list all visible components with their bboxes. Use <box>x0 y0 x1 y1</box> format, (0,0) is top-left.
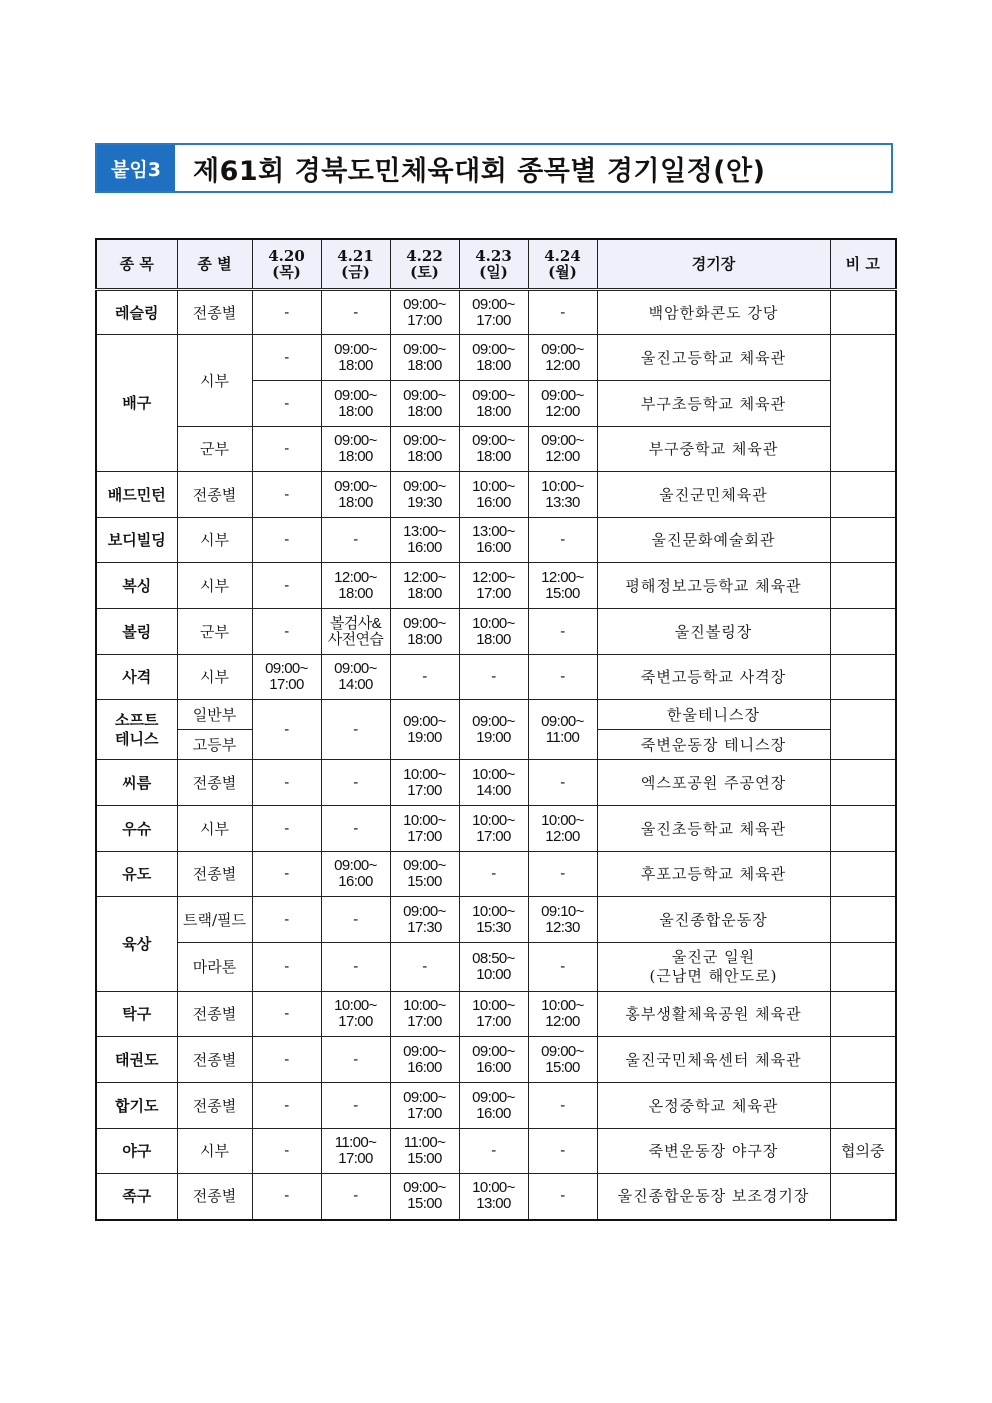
sport-cell: 태권도 <box>96 1037 177 1083</box>
header-date: 4.20 (목) <box>252 239 321 290</box>
time-cell: - <box>252 1129 321 1174</box>
sport-cell: 합기도 <box>96 1083 177 1129</box>
venue-cell: 엑스포공원 주공연장 <box>597 760 830 806</box>
time-cell: 11:00~ 15:00 <box>390 1129 459 1174</box>
time-cell: - <box>459 655 528 700</box>
note-cell <box>830 1037 896 1083</box>
time-cell: - <box>321 518 390 563</box>
venue-cell: 울진고등학교 체육관 <box>597 335 830 381</box>
table-row <box>96 290 896 335</box>
category-cell: 군부 <box>177 609 252 655</box>
time-cell: 11:00~ 17:00 <box>321 1129 390 1174</box>
table-row <box>96 518 896 563</box>
time-cell: - <box>252 609 321 655</box>
venue-cell: 울진종합운동장 <box>597 897 830 943</box>
category-cell: 전종별 <box>177 852 252 897</box>
time-cell: - <box>321 943 390 992</box>
time-cell: - <box>321 290 390 335</box>
time-cell: 09:00~ 18:00 <box>390 609 459 655</box>
table-row <box>96 1129 896 1174</box>
venue-cell: 죽변운동장 야구장 <box>597 1129 830 1174</box>
note-cell <box>830 472 896 518</box>
time-cell: - <box>321 1083 390 1129</box>
time-cell: 09:10~ 12:30 <box>528 897 597 943</box>
time-cell: - <box>252 1037 321 1083</box>
venue-cell: 울진군민체육관 <box>597 472 830 518</box>
note-cell <box>830 563 896 609</box>
time-cell: 10:00~ 13:30 <box>528 472 597 518</box>
venue-cell: 백암한화콘도 강당 <box>597 290 830 335</box>
sport-cell: 레슬링 <box>96 290 177 335</box>
time-cell: - <box>390 943 459 992</box>
sport-cell: 씨름 <box>96 760 177 806</box>
category-cell: 시부 <box>177 806 252 852</box>
time-cell: - <box>252 852 321 897</box>
time-cell: 09:00~ 19:00 <box>459 700 528 760</box>
time-cell: 09:00~ 17:00 <box>459 290 528 335</box>
time-cell: 09:00~ 18:00 <box>390 427 459 472</box>
category-cell: 전종별 <box>177 1174 252 1220</box>
table-row <box>96 1083 896 1129</box>
time-cell: 10:00~ 17:00 <box>321 992 390 1037</box>
page-title: 제61회 경북도민체육대회 종목별 경기일정(안) <box>193 155 766 187</box>
note-cell <box>830 852 896 897</box>
time-cell: 12:00~ 18:00 <box>390 563 459 609</box>
category-cell: 시부 <box>177 563 252 609</box>
time-cell: - <box>528 852 597 897</box>
sport-cell: 복싱 <box>96 563 177 609</box>
time-cell: 13:00~ 16:00 <box>459 518 528 563</box>
attachment-tag: 붙임3 <box>97 145 179 191</box>
time-cell: - <box>252 427 321 472</box>
note-cell <box>830 1083 896 1129</box>
note-cell <box>830 335 896 472</box>
time-cell: 10:00~ 13:00 <box>459 1174 528 1220</box>
venue-cell: 울진국민체육센터 체육관 <box>597 1037 830 1083</box>
time-cell: 09:00~ 19:30 <box>390 472 459 518</box>
venue-cell: 후포고등학교 체육관 <box>597 852 830 897</box>
time-cell: 09:00~ 16:00 <box>390 1037 459 1083</box>
table-row <box>96 609 896 655</box>
note-cell <box>830 806 896 852</box>
category-cell: 전종별 <box>177 760 252 806</box>
note-cell <box>830 1174 896 1220</box>
sport-label: 소프트 테니스 <box>115 710 159 748</box>
category-cell: 트랙/필드 <box>177 897 252 943</box>
time-cell: 09:00~ 17:30 <box>390 897 459 943</box>
time-cell: 12:00~ 15:00 <box>528 563 597 609</box>
table-row <box>96 427 896 472</box>
table-row <box>96 472 896 518</box>
category-cell: 전종별 <box>177 1083 252 1129</box>
table-row <box>96 1174 896 1220</box>
category-cell: 일반부 <box>177 700 252 730</box>
time-cell: - <box>321 1174 390 1220</box>
time-cell: 09:00~ 15:00 <box>390 852 459 897</box>
sport-cell: 유도 <box>96 852 177 897</box>
sport-cell: 보디빌딩 <box>96 518 177 563</box>
sport-cell: 우슈 <box>96 806 177 852</box>
time-cell: - <box>252 1083 321 1129</box>
header-sport: 종 목 <box>96 239 177 290</box>
table-row <box>96 1037 896 1083</box>
schedule-table <box>95 238 897 1221</box>
note-cell <box>830 992 896 1037</box>
time-cell: 09:00~ 16:00 <box>459 1037 528 1083</box>
header-date: 4.24 (월) <box>528 239 597 290</box>
sport-cell: 족구 <box>96 1174 177 1220</box>
time-cell: 09:00~ 18:00 <box>459 335 528 381</box>
time-cell: - <box>390 655 459 700</box>
category-cell: 전종별 <box>177 472 252 518</box>
venue-cell: 평해정보고등학교 체육관 <box>597 563 830 609</box>
time-cell: - <box>252 518 321 563</box>
table-row <box>96 700 896 730</box>
category-cell: 전종별 <box>177 1037 252 1083</box>
venue-cell: 죽변운동장 테니스장 <box>597 730 830 760</box>
time-cell: 09:00~ 12:00 <box>528 427 597 472</box>
time-cell: 10:00~ 17:00 <box>390 992 459 1037</box>
header-row <box>96 239 896 290</box>
table-row <box>96 655 896 700</box>
time-cell: - <box>459 1129 528 1174</box>
time-cell: 볼검사& 사전연습 <box>321 609 390 655</box>
note-cell <box>830 655 896 700</box>
time-cell: 09:00~ 18:00 <box>321 427 390 472</box>
category-cell: 시부 <box>177 335 252 427</box>
sport-cell: 사격 <box>96 655 177 700</box>
header-date: 4.23 (일) <box>459 239 528 290</box>
time-cell: - <box>252 381 321 427</box>
note-cell <box>830 290 896 335</box>
table-row <box>96 852 896 897</box>
sport-cell: 야구 <box>96 1129 177 1174</box>
time-cell: 08:50~ 10:00 <box>459 943 528 992</box>
time-cell: 09:00~ 14:00 <box>321 655 390 700</box>
time-cell: 09:00~ 15:00 <box>390 1174 459 1220</box>
header-venue: 경기장 <box>597 239 830 290</box>
time-cell: 10:00~ 12:00 <box>528 806 597 852</box>
category-cell: 시부 <box>177 518 252 563</box>
time-cell: 09:00~ 16:00 <box>459 1083 528 1129</box>
time-cell: 10:00~ 14:00 <box>459 760 528 806</box>
time-cell: - <box>321 806 390 852</box>
time-cell: 12:00~ 18:00 <box>321 563 390 609</box>
table-row <box>96 992 896 1037</box>
sport-cell: 육상 <box>96 897 177 992</box>
category-cell: 전종별 <box>177 992 252 1037</box>
time-cell: 09:00~ 16:00 <box>321 852 390 897</box>
header-note: 비 고 <box>830 239 896 290</box>
venue-cell: 부구중학교 체육관 <box>597 427 830 472</box>
category-cell: 전종별 <box>177 290 252 335</box>
time-cell: - <box>252 563 321 609</box>
table-row <box>96 943 896 992</box>
time-cell: - <box>252 700 321 760</box>
time-cell: - <box>528 1129 597 1174</box>
time-cell: - <box>528 655 597 700</box>
title-box <box>95 143 893 193</box>
table-row <box>96 897 896 943</box>
time-cell: 09:00~ 18:00 <box>459 427 528 472</box>
time-cell: - <box>252 335 321 381</box>
time-cell: 09:00~ 17:00 <box>390 1083 459 1129</box>
time-cell: 10:00~ 17:00 <box>390 760 459 806</box>
time-cell: - <box>321 760 390 806</box>
time-cell: 10:00~ 16:00 <box>459 472 528 518</box>
time-cell: 09:00~ 18:00 <box>321 381 390 427</box>
time-cell: 09:00~ 11:00 <box>528 700 597 760</box>
time-cell: 09:00~ 18:00 <box>321 335 390 381</box>
time-cell: - <box>528 518 597 563</box>
note-cell <box>830 700 896 760</box>
time-cell: 10:00~ 17:00 <box>459 992 528 1037</box>
venue-cell: 울진군 일원 (근남면 해안도로) <box>597 943 830 992</box>
time-cell: 09:00~ 19:00 <box>390 700 459 760</box>
time-cell: 09:00~ 17:00 <box>390 290 459 335</box>
time-cell: 10:00~ 17:00 <box>459 806 528 852</box>
time-cell: - <box>252 760 321 806</box>
time-cell: 10:00~ 12:00 <box>528 992 597 1037</box>
sport-cell: 배구 <box>96 335 177 472</box>
table-row <box>96 806 896 852</box>
time-cell: 09:00~ 18:00 <box>459 381 528 427</box>
category-cell: 고등부 <box>177 730 252 760</box>
venue-cell: 죽변고등학교 사격장 <box>597 655 830 700</box>
category-cell: 마라톤 <box>177 943 252 992</box>
time-cell: 09:00~ 12:00 <box>528 335 597 381</box>
time-cell: - <box>252 290 321 335</box>
time-cell: - <box>528 1083 597 1129</box>
sport-cell <box>96 700 177 760</box>
time-cell: - <box>252 897 321 943</box>
venue-cell: 울진문화예술회관 <box>597 518 830 563</box>
header-category: 종 별 <box>177 239 252 290</box>
time-cell: - <box>252 992 321 1037</box>
time-cell: 09:00~ 15:00 <box>528 1037 597 1083</box>
table-row <box>96 563 896 609</box>
venue-cell: 홍부생활체육공원 체육관 <box>597 992 830 1037</box>
time-cell: - <box>321 1037 390 1083</box>
time-cell: 09:00~ 18:00 <box>390 335 459 381</box>
time-cell: - <box>528 609 597 655</box>
table-row <box>96 335 896 381</box>
sport-cell: 배드민턴 <box>96 472 177 518</box>
time-cell: - <box>252 806 321 852</box>
header-date: 4.22 (토) <box>390 239 459 290</box>
time-cell: 10:00~ 17:00 <box>390 806 459 852</box>
venue-cell: 부구초등학교 체육관 <box>597 381 830 427</box>
sport-cell: 탁구 <box>96 992 177 1037</box>
time-cell: 09:00~ 17:00 <box>252 655 321 700</box>
venue-cell: 울진초등학교 체육관 <box>597 806 830 852</box>
time-cell: - <box>459 852 528 897</box>
venue-cell: 한울테니스장 <box>597 700 830 730</box>
time-cell: 09:00~ 18:00 <box>390 381 459 427</box>
category-cell: 시부 <box>177 1129 252 1174</box>
table-row <box>96 760 896 806</box>
time-cell: - <box>528 1174 597 1220</box>
time-cell: 10:00~ 15:30 <box>459 897 528 943</box>
time-cell: - <box>252 943 321 992</box>
time-cell: - <box>252 1174 321 1220</box>
header-date: 4.21 (금) <box>321 239 390 290</box>
time-cell: - <box>252 472 321 518</box>
note-cell <box>830 518 896 563</box>
time-cell: 12:00~ 17:00 <box>459 563 528 609</box>
time-cell: - <box>528 943 597 992</box>
time-cell: - <box>321 700 390 760</box>
time-cell: - <box>528 760 597 806</box>
note-cell <box>830 897 896 943</box>
time-cell: - <box>528 290 597 335</box>
time-cell: 10:00~ 18:00 <box>459 609 528 655</box>
venue-cell: 온정중학교 체육관 <box>597 1083 830 1129</box>
venue-cell: 울진종합운동장 보조경기장 <box>597 1174 830 1220</box>
category-cell: 군부 <box>177 427 252 472</box>
time-cell: 09:00~ 12:00 <box>528 381 597 427</box>
time-cell: 13:00~ 16:00 <box>390 518 459 563</box>
note-cell <box>830 943 896 992</box>
time-cell: - <box>321 897 390 943</box>
sport-cell: 볼링 <box>96 609 177 655</box>
category-cell: 시부 <box>177 655 252 700</box>
time-cell: 09:00~ 18:00 <box>321 472 390 518</box>
venue-cell: 울진볼링장 <box>597 609 830 655</box>
note-cell: 협의중 <box>830 1129 896 1174</box>
note-cell <box>830 609 896 655</box>
note-cell <box>830 760 896 806</box>
